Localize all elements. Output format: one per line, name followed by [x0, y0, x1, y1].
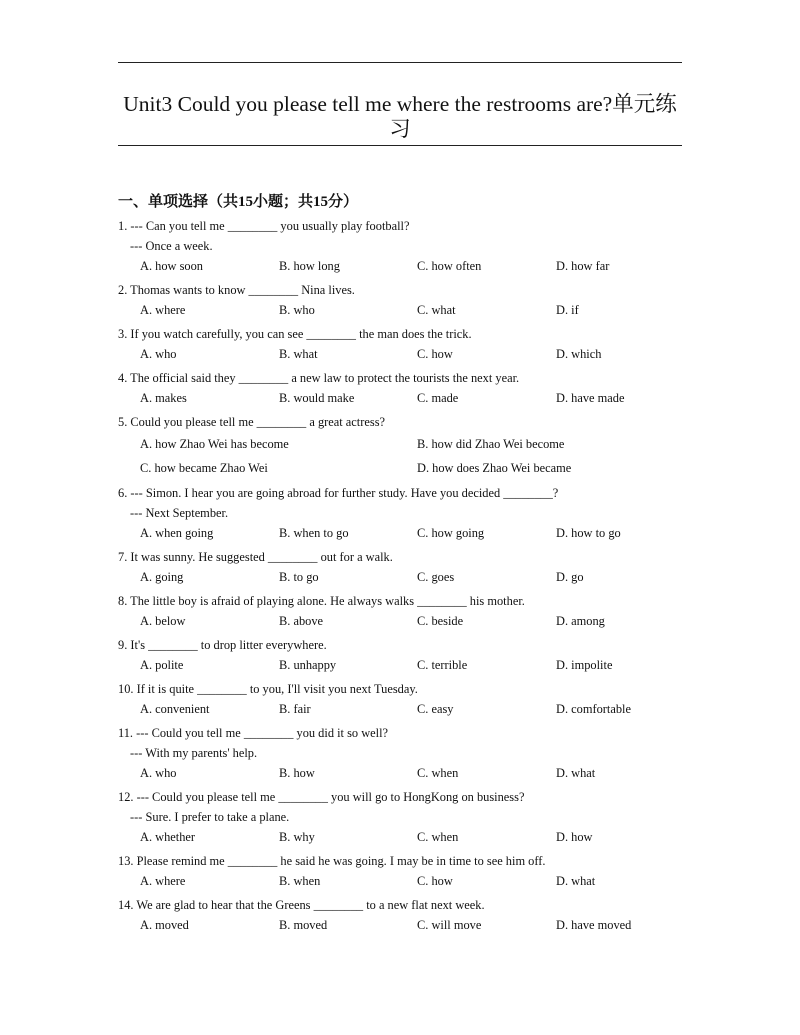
option-c[interactable]: C. when — [417, 766, 459, 780]
option-b[interactable]: B. who — [279, 303, 315, 317]
question-reply: --- Next September. — [130, 506, 229, 520]
option-b[interactable]: B. how long — [279, 259, 340, 273]
option-d[interactable]: D. among — [556, 614, 605, 628]
option-a[interactable]: A. below — [140, 614, 186, 628]
option-d[interactable]: D. what — [556, 874, 596, 888]
question-reply: --- Sure. I prefer to take a plane. — [130, 810, 290, 824]
option-c[interactable]: C. how — [417, 874, 453, 888]
option-d[interactable]: D. how — [556, 830, 593, 844]
option-a[interactable]: A. polite — [140, 658, 184, 672]
section-heading: 一、单项选择（共15小题；共15分） — [118, 194, 359, 210]
question-6 — [118, 483, 718, 547]
question-stem: 11. --- Could you tell me ________ you did it so well? — [118, 726, 389, 740]
question-reply: --- Once a week. — [130, 239, 213, 253]
option-d[interactable]: D. if — [556, 303, 579, 317]
question-13 — [118, 851, 718, 895]
option-b[interactable]: B. how — [279, 766, 315, 780]
option-b[interactable]: B. moved — [279, 918, 328, 932]
option-b[interactable]: B. fair — [279, 702, 311, 716]
option-c[interactable]: C. made — [417, 391, 459, 405]
top-rule — [118, 62, 682, 63]
question-2 — [118, 280, 718, 324]
option-a[interactable]: A. where — [140, 874, 186, 888]
question-5 — [118, 412, 718, 483]
option-d[interactable]: D. which — [556, 347, 602, 361]
page-title: Unit3 Could you please tell me where the restrooms are?单元练习 — [123, 92, 677, 141]
option-d[interactable]: D. how does Zhao Wei became — [417, 461, 572, 475]
option-d[interactable]: D. have moved — [556, 918, 632, 932]
option-c[interactable]: C. beside — [417, 614, 464, 628]
option-b[interactable]: B. when to go — [279, 526, 349, 540]
option-a[interactable]: A. whether — [140, 830, 196, 844]
question-stem: 8. The little boy is afraid of playing alone. He always walks ________ his mother. — [118, 594, 525, 608]
question-1 — [118, 216, 718, 280]
option-d[interactable]: D. how to go — [556, 526, 621, 540]
option-d[interactable]: D. have made — [556, 391, 625, 405]
option-b[interactable]: B. would make — [279, 391, 355, 405]
option-c[interactable]: C. what — [417, 303, 456, 317]
option-c[interactable]: C. how going — [417, 526, 485, 540]
question-stem: 3. If you watch carefully, you can see ________ the man does the trick. — [118, 327, 472, 341]
question-stem: 5. Could you please tell me ________ a great actress? — [118, 415, 386, 429]
question-10 — [118, 679, 718, 723]
question-8 — [118, 591, 718, 635]
question-14 — [118, 895, 718, 939]
option-b[interactable]: B. unhappy — [279, 658, 337, 672]
question-12 — [118, 787, 718, 851]
option-b[interactable]: B. what — [279, 347, 318, 361]
option-c[interactable]: C. terrible — [417, 658, 468, 672]
question-stem: 12. --- Could you please tell me ________ you will go to HongKong on business? — [118, 790, 525, 804]
option-a[interactable]: A. how Zhao Wei has become — [140, 437, 289, 451]
option-a[interactable]: A. convenient — [140, 702, 210, 716]
question-stem: 13. Please remind me ________ he said he was going. I may be in time to see him off. — [118, 854, 546, 868]
option-a[interactable]: A. where — [140, 303, 186, 317]
question-stem: 2. Thomas wants to know ________ Nina lives. — [118, 283, 355, 297]
question-reply: --- With my parents' help. — [130, 746, 258, 760]
question-stem: 6. --- Simon. I hear you are going abroad for further study. Have you decided ________? — [118, 486, 559, 500]
option-c[interactable]: C. goes — [417, 570, 455, 584]
question-3 — [118, 324, 718, 368]
option-a[interactable]: A. when going — [140, 526, 214, 540]
option-d[interactable]: D. what — [556, 766, 596, 780]
option-a[interactable]: A. makes — [140, 391, 187, 405]
option-a[interactable]: A. how soon — [140, 259, 203, 273]
option-d[interactable]: D. how far — [556, 259, 610, 273]
question-4 — [118, 368, 718, 412]
option-c[interactable]: C. easy — [417, 702, 454, 716]
option-b[interactable]: B. how did Zhao Wei become — [417, 437, 565, 451]
option-a[interactable]: A. moved — [140, 918, 189, 932]
option-b[interactable]: B. to go — [279, 570, 319, 584]
option-d[interactable]: D. comfortable — [556, 702, 632, 716]
question-stem: 1. --- Can you tell me ________ you usually play football? — [118, 219, 410, 233]
option-b[interactable]: B. when — [279, 874, 321, 888]
option-a[interactable]: A. going — [140, 570, 184, 584]
option-a[interactable]: A. who — [140, 347, 177, 361]
option-b[interactable]: B. why — [279, 830, 315, 844]
title-rule — [118, 145, 682, 146]
question-7 — [118, 547, 718, 591]
option-c[interactable]: C. how often — [417, 259, 482, 273]
question-stem: 14. We are glad to hear that the Greens ________ to a new flat next week. — [118, 898, 485, 912]
question-9 — [118, 635, 718, 679]
option-c[interactable]: C. how — [417, 347, 453, 361]
option-c[interactable]: C. will move — [417, 918, 482, 932]
option-c[interactable]: C. how became Zhao Wei — [140, 461, 268, 475]
question-11 — [118, 723, 718, 787]
option-b[interactable]: B. above — [279, 614, 324, 628]
question-stem: 7. It was sunny. He suggested ________ out for a walk. — [118, 550, 393, 564]
question-stem: 4. The official said they ________ a new law to protect the tourists the next year. — [118, 371, 520, 385]
option-a[interactable]: A. who — [140, 766, 177, 780]
option-d[interactable]: D. go — [556, 570, 584, 584]
question-list — [118, 216, 718, 939]
option-c[interactable]: C. when — [417, 830, 459, 844]
question-stem: 10. If it is quite ________ to you, I'll visit you next Tuesday. — [118, 682, 418, 696]
option-d[interactable]: D. impolite — [556, 658, 613, 672]
question-stem: 9. It's ________ to drop litter everywhere. — [118, 638, 327, 652]
